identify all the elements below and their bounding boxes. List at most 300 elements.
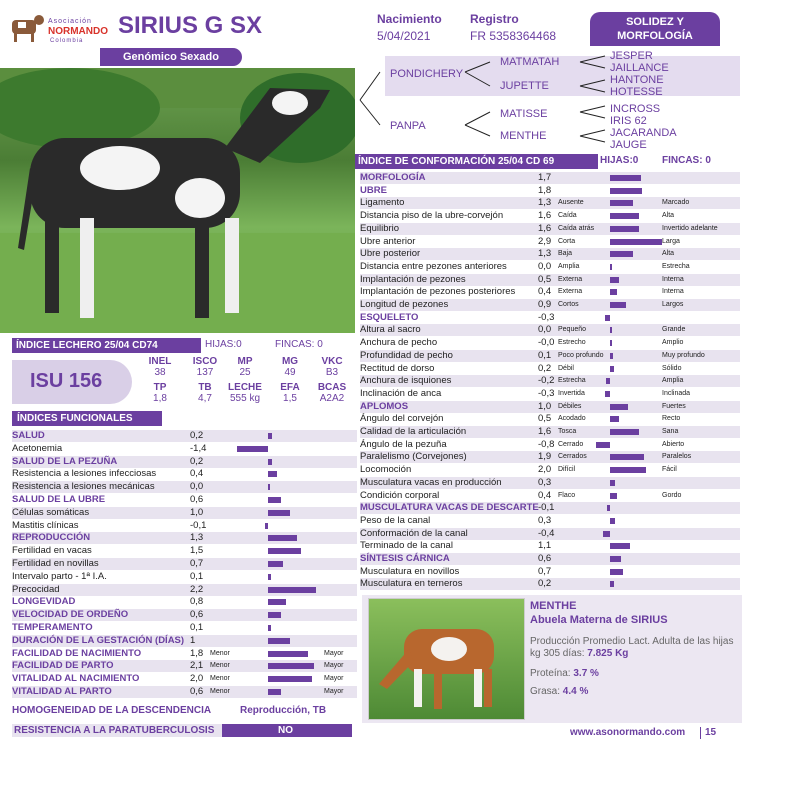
row-high-label: Inclinada (662, 389, 691, 397)
table-row (360, 490, 740, 502)
row-label: SÍNTESIS CÁRNICA (360, 553, 450, 564)
menthe-prod-label: Producción Promedio Lact. Adulta de las hijas kg 305 días: (530, 636, 734, 659)
row-label: VELOCIDAD DE ORDEÑO (12, 609, 129, 621)
row-bar (268, 433, 272, 439)
table-row (12, 660, 357, 672)
row-bar (268, 638, 290, 644)
lechero-key: EFA (280, 382, 300, 393)
row-value: 1,7 (538, 172, 552, 183)
row-bar (268, 587, 316, 593)
table-row (12, 532, 357, 544)
row-bar (268, 599, 286, 605)
row-label: FACILIDAD DE PARTO (12, 660, 114, 672)
lechero-key: INEL (148, 356, 172, 367)
row-value: 1,5 (190, 545, 204, 557)
pedigree-lines (355, 50, 625, 155)
table-row (360, 426, 740, 438)
menthe-grasa-value: 4.4 % (562, 686, 589, 697)
row-value: 0,6 (190, 686, 204, 697)
row-label: SALUD (12, 430, 45, 441)
menthe-prot-label: Proteína: (530, 668, 571, 679)
lechero-key: TB (198, 382, 212, 393)
row-low-label: Menor (210, 662, 230, 670)
row-label: Calidad de la articulación (360, 426, 467, 437)
lechero-key: TP (153, 382, 167, 393)
row-label: Anchura de pecho (360, 337, 438, 349)
row-bar (610, 200, 633, 206)
row-label: VITALIDAD AL NACIMIENTO (12, 673, 140, 685)
row-low-label: Baja (558, 250, 573, 258)
row-bar (596, 442, 610, 448)
row-value: 0,5 (538, 273, 552, 285)
row-label: APLOMOS (360, 400, 409, 412)
row-label: Musculatura vacas en producción (360, 476, 502, 488)
row-bar (607, 505, 610, 511)
dam-sire: MATISSE (500, 108, 548, 120)
nacimiento-label: Nacimiento (377, 12, 442, 26)
row-low-label: Tosca (558, 428, 577, 435)
row-bar (605, 391, 610, 397)
table-row (12, 520, 357, 532)
row-value: 1,9 (538, 451, 552, 463)
row-bar (268, 676, 312, 682)
subtitle-badge: Genómico Sexado (100, 48, 242, 66)
table-row (360, 578, 740, 590)
row-value: 2,9 (538, 235, 552, 247)
row-label: Longitud de pezones (360, 299, 449, 310)
table-row (12, 584, 357, 596)
dsd: IRIS 62 (610, 115, 647, 127)
row-label: Células somáticas (12, 506, 90, 518)
row-label: Musculatura en novillos (360, 565, 460, 577)
lechero-value: B3 (325, 367, 339, 378)
table-row (360, 477, 740, 489)
row-label: REPRODUCCIÓN (12, 532, 91, 544)
registro-value: FR 5358364468 (470, 29, 557, 43)
row-label: Ligamento (360, 197, 405, 209)
row-value: 1,3 (190, 532, 204, 544)
lechero-title: ÍNDICE LECHERO 25/04 CD74 (12, 338, 201, 353)
table-row (12, 648, 357, 660)
table-row (360, 401, 740, 413)
row-label: Distancia piso de la ubre-corvejón (360, 210, 504, 222)
table-row (360, 375, 740, 387)
row-value: 1,0 (190, 506, 204, 518)
row-bar (610, 302, 626, 308)
table-row (12, 545, 357, 557)
row-bar (610, 518, 615, 524)
sdd: HOTESSE (610, 86, 663, 98)
row-bar (268, 497, 281, 503)
row-label: ESQUELETO (360, 311, 419, 323)
row-value: 0,7 (190, 558, 204, 569)
row-bar (610, 581, 614, 587)
row-bar (610, 327, 612, 333)
row-high-label: Interna (662, 275, 684, 283)
row-low-label: Ausente (558, 199, 584, 207)
table-row (360, 248, 740, 260)
row-bar (610, 175, 641, 181)
row-low-label: Cortos (558, 301, 579, 308)
row-bar (268, 612, 281, 618)
row-high-label: Sólido (662, 364, 682, 372)
row-value: -0,3 (538, 387, 555, 399)
row-low-label: Menor (210, 688, 230, 695)
dam-dam: MENTHE (500, 130, 547, 142)
row-bar (610, 404, 628, 410)
row-value: -1,4 (190, 442, 207, 454)
row-low-label: Caída (558, 212, 577, 220)
row-value: 1,8 (190, 647, 204, 659)
row-label: Fertilidad en vacas (12, 545, 92, 557)
row-bar (237, 446, 268, 452)
logo-line1: Asociación (48, 18, 92, 25)
row-value: -0,1 (538, 502, 555, 514)
row-value: 0,1 (190, 622, 204, 633)
row-label: MUSCULATURA VACAS DE DESCARTE (360, 502, 539, 514)
row-high-label: Paralelos (662, 453, 692, 461)
bull-image (0, 68, 355, 333)
row-low-label: Difícil (558, 466, 576, 474)
row-value: 1,6 (538, 222, 552, 234)
table-row (360, 197, 740, 209)
row-high-label: Invertido adelante (662, 224, 718, 232)
lechero-key: MG (281, 356, 299, 367)
row-low-label: Amplia (558, 262, 580, 270)
row-high-label: Mayor (324, 675, 344, 683)
row-low-label: Menor (210, 649, 230, 657)
table-row (360, 502, 740, 514)
row-label: Intervalo parto - 1ª I.A. (12, 570, 107, 582)
table-row (360, 312, 740, 324)
row-bar (610, 467, 646, 473)
lechero-key: BCAS (317, 382, 347, 393)
row-value: 0,1 (538, 349, 552, 361)
lechero-value: 1,8 (153, 393, 167, 404)
table-row (360, 337, 740, 349)
lechero-value: 25 (239, 367, 251, 378)
row-bar (268, 471, 277, 477)
row-high-label: Mayor (324, 688, 344, 695)
row-label: UBRE (360, 184, 387, 196)
row-label: Musculatura en terneros (360, 578, 463, 590)
row-low-label: Débil (558, 364, 574, 372)
row-bar (265, 523, 268, 529)
logo-line2: NORMANDO (48, 26, 108, 37)
row-value: 1,3 (538, 248, 552, 260)
row-low-label: Estrecho (558, 339, 586, 347)
table-row (12, 686, 357, 698)
row-bar (610, 493, 617, 499)
row-label: Ángulo del corvejón (360, 413, 444, 425)
lechero-grid (140, 356, 355, 406)
row-label: Resistencia a lesiones mecánicas (12, 481, 155, 493)
row-low-label: Flaco (558, 491, 576, 499)
ssd: JAILLANCE (610, 62, 669, 74)
footer-page: 15 (705, 727, 717, 738)
row-value: -0,8 (538, 438, 555, 450)
table-row (12, 507, 357, 519)
sire-dam: JUPETTE (500, 80, 549, 92)
row-high-label: Estrecha (662, 262, 690, 270)
table-row (12, 609, 357, 621)
row-bar (610, 454, 644, 460)
row-high-label: Abierto (662, 440, 685, 448)
sire: PONDICHERY (390, 68, 464, 80)
row-value: 0,2 (538, 578, 552, 590)
row-label: Precocidad (12, 583, 60, 595)
table-row (12, 468, 357, 480)
row-label: Altura al sacro (360, 324, 421, 336)
conformacion-hijas: HIJAS:0 (600, 155, 639, 166)
row-bar (610, 556, 621, 562)
row-label: Equilibrio (360, 222, 400, 234)
table-row (12, 494, 357, 506)
row-value: 1,1 (538, 540, 552, 552)
row-label: Inclinación de anca (360, 387, 442, 399)
lechero-value: 555 kg (229, 393, 261, 404)
table-row (12, 443, 357, 455)
row-bar (610, 429, 639, 435)
table-row (360, 540, 740, 552)
para-value: NO (278, 725, 293, 736)
row-bar (268, 535, 297, 541)
row-label: Locomoción (360, 464, 412, 476)
row-bar (268, 510, 290, 516)
row-bar (610, 416, 619, 422)
table-row (360, 528, 740, 540)
homog-label: HOMOGENEIDAD DE LA DESCENDENCIA (12, 705, 212, 716)
row-value: 0,1 (190, 570, 204, 582)
menthe-photo (368, 598, 525, 720)
lechero-key: LECHE (228, 382, 262, 393)
row-bar (605, 315, 610, 321)
row-bar (268, 663, 314, 669)
row-low-label: Poco profundo (558, 351, 604, 359)
lechero-value: 38 (154, 367, 166, 378)
row-high-label: Grande (662, 326, 686, 334)
row-value: 1,0 (538, 400, 552, 412)
lechero-key: ISCO (192, 356, 218, 367)
row-label: VITALIDAD AL PARTO (12, 686, 112, 697)
registro-label: Registro (470, 12, 519, 26)
row-high-label: Sana (662, 428, 679, 435)
funcionales-title: ÍNDICES FUNCIONALES (12, 411, 162, 426)
row-value: 0,6 (190, 494, 204, 505)
row-high-label: Amplio (662, 339, 684, 347)
row-bar (610, 289, 617, 295)
row-bar (268, 561, 283, 567)
row-high-label: Recto (662, 415, 681, 423)
conformacion-table (360, 172, 740, 592)
row-high-label: Marcado (662, 199, 690, 207)
sire-sire: MATMATAH (500, 56, 560, 68)
table-row (12, 481, 357, 493)
row-bar (268, 651, 308, 657)
table-row (12, 571, 357, 583)
row-high-label: Largos (662, 301, 684, 308)
row-value: -0,4 (538, 527, 555, 539)
row-low-label: Débiles (558, 402, 582, 410)
table-row (360, 261, 740, 273)
row-label: Implantación de pezones posteriores (360, 286, 516, 298)
table-row (360, 566, 740, 578)
table-row (360, 515, 740, 527)
sds: HANTONE (610, 74, 664, 86)
table-row (360, 451, 740, 463)
table-row (360, 274, 740, 286)
table-row (360, 350, 740, 362)
row-low-label: Pequeño (558, 326, 587, 334)
row-value: 2,2 (190, 583, 204, 595)
dss: INCROSS (610, 103, 661, 115)
row-bar (268, 574, 271, 580)
row-value: 0,2 (538, 362, 552, 374)
row-value: -0,2 (538, 375, 555, 387)
cow-logo-icon (8, 10, 46, 46)
row-high-label: Amplia (662, 377, 684, 385)
menthe-name: MENTHE (530, 600, 577, 612)
footer-url[interactable]: www.asonormando.com (570, 727, 686, 738)
row-label: Implantación de pezones (360, 273, 466, 285)
row-label: FACILIDAD DE NACIMIENTO (12, 647, 142, 659)
row-value: 2,0 (190, 673, 204, 685)
funcionales-table (12, 430, 357, 700)
row-label: Rectitud de dorso (360, 362, 435, 374)
row-low-label: Externa (558, 275, 583, 283)
row-label: Mastitis clínicas (12, 519, 79, 531)
lechero-hijas: HIJAS:0 (205, 339, 242, 350)
menthe-prot (530, 668, 599, 679)
table-row (12, 596, 357, 608)
row-bar (268, 459, 272, 465)
row-label: Ángulo de la pezuña (360, 438, 447, 450)
row-low-label: Cerrado (558, 440, 584, 448)
row-value: 0,5 (538, 413, 552, 425)
row-low-label: Cerrados (558, 453, 587, 461)
row-value: 0,6 (538, 553, 552, 564)
table-row (360, 439, 740, 451)
table-row (360, 299, 740, 311)
lechero-fincas: FINCAS: 0 (275, 339, 323, 350)
row-bar (610, 569, 623, 575)
row-high-label: Interna (662, 288, 684, 296)
isu-label: ISU 156 (30, 370, 103, 392)
row-value: 0,6 (190, 609, 204, 621)
table-row (360, 413, 740, 425)
row-label: DURACIÓN DE LA GESTACIÓN (DÍAS) (12, 634, 185, 646)
row-label: TEMPERAMENTO (12, 622, 93, 633)
row-label: SALUD DE LA PEZUÑA (12, 455, 118, 467)
row-label: Anchura de isquiones (360, 375, 452, 387)
row-bar (606, 378, 610, 384)
row-bar (268, 689, 281, 695)
table-row (12, 622, 357, 634)
row-low-label: Externa (558, 288, 583, 296)
row-value: 0,9 (538, 299, 552, 310)
row-label: Terminado de la canal (360, 540, 453, 552)
row-low-label: Corta (558, 237, 576, 245)
row-value: -0,0 (538, 337, 555, 349)
row-label: Acetonemia (12, 442, 63, 454)
row-label: SALUD DE LA UBRE (12, 494, 106, 505)
row-high-label: Alta (662, 212, 675, 220)
row-value: 0,3 (538, 514, 552, 526)
row-bar (610, 264, 612, 270)
row-bar (610, 366, 614, 372)
menthe-grasa-label: Grasa: (530, 686, 561, 697)
lechero-key: VKC (321, 356, 343, 367)
table-row (12, 635, 357, 647)
row-value: 2,1 (190, 660, 204, 672)
row-value: 1,8 (538, 184, 552, 196)
row-value: 0,2 (190, 455, 204, 467)
row-label: LONGEVIDAD (12, 596, 76, 608)
association-logo (8, 8, 108, 48)
table-row (360, 388, 740, 400)
row-high-label: Muy profundo (662, 351, 705, 359)
row-label: Resistencia a lesiones infecciosas (12, 468, 157, 480)
table-row (12, 558, 357, 570)
row-bar (610, 251, 633, 257)
row-value: 1 (190, 634, 196, 646)
row-bar (610, 480, 615, 486)
row-value: -0,3 (538, 311, 555, 323)
table-row (12, 430, 357, 442)
row-high-label: Fácil (662, 466, 677, 474)
row-value: 0,3 (538, 476, 552, 488)
row-value: 1,6 (538, 210, 552, 222)
conformacion-title: ÍNDICE DE CONFORMACIÓN 25/04 CD 69 (355, 154, 598, 169)
row-high-label: Mayor (324, 662, 344, 670)
row-bar (610, 353, 613, 359)
menthe-grasa (530, 686, 588, 697)
para-label: RESISTENCIA A LA PARATUBERCULOSIS (14, 725, 215, 736)
table-row (12, 673, 357, 685)
lechero-value: 49 (284, 367, 296, 378)
conformacion-fincas: FINCAS: 0 (662, 155, 711, 166)
bull-photo (0, 68, 355, 333)
row-label: Condición corporal (360, 489, 440, 501)
row-high-label: Larga (662, 237, 680, 245)
row-low-label: Acodado (558, 415, 586, 423)
table-row (360, 223, 740, 235)
row-bar (268, 484, 270, 490)
homog-value: Reproducción, TB (240, 705, 327, 716)
sss: JESPER (610, 50, 653, 62)
row-label: Distancia entre pezones anteriores (360, 260, 507, 272)
row-value: 0,0 (538, 260, 552, 272)
menthe-role: Abuela Materna de SIRIUS (530, 614, 668, 626)
row-bar (268, 625, 271, 631)
row-value: 0,4 (538, 286, 552, 298)
row-high-label: Mayor (324, 649, 344, 657)
solidez-badge: SOLIDEZ Y MORFOLOGÍA (590, 12, 720, 46)
table-row (360, 363, 740, 375)
table-row (360, 286, 740, 298)
row-bar (610, 543, 630, 549)
table-row (360, 172, 740, 184)
row-bar (610, 239, 662, 245)
menthe-prod-value: 7.825 Kg (587, 648, 629, 659)
row-high-label: Gordo (662, 491, 682, 499)
table-row (360, 553, 740, 565)
row-value: 0,0 (538, 324, 552, 336)
table-row (360, 185, 740, 197)
row-value: 2,0 (538, 464, 552, 476)
row-value: 0,2 (190, 430, 204, 441)
lechero-value: 4,7 (198, 393, 212, 404)
